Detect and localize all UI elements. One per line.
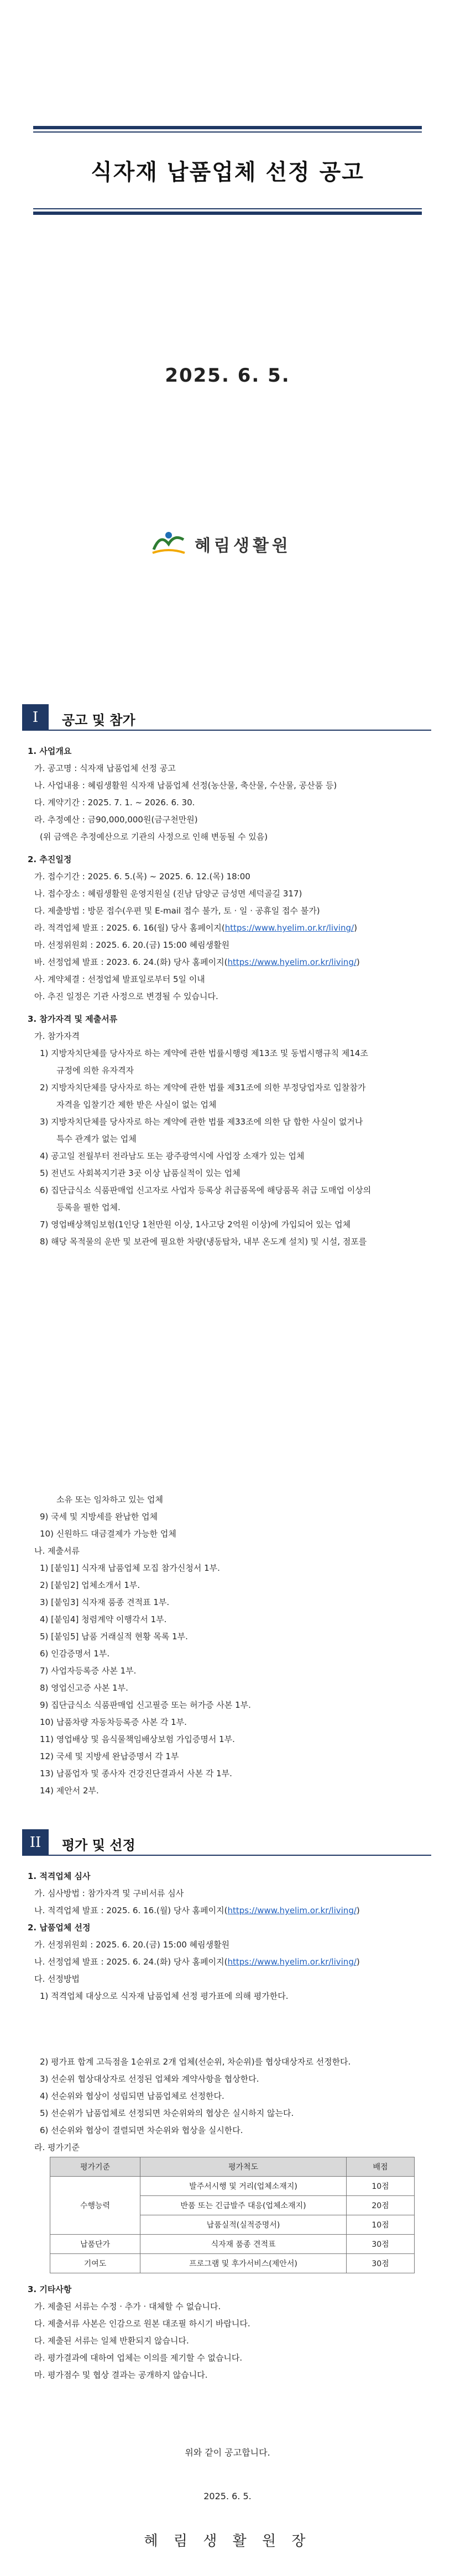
eligibility-item: 규정에 의한 유자격자 [56,1065,134,1075]
table-header-score: 배점 [347,2157,415,2177]
heading-eligibility: 3. 참가자격 및 제출서류 [28,1014,118,1024]
section-1-body-cont [28,1491,431,1799]
review-line: 가. 심사방법 : 참가자격 및 구비서류 심사 [34,1888,184,1898]
section-2-header [22,1829,431,1856]
table-cell-group: 기여도 [50,2254,140,2273]
overview-note: (위 금액은 추정예산으로 기관의 사정으로 인해 변동될 수 있음) [40,832,268,842]
eligibility-item: 5) 전년도 사회복지기관 3곳 이상 납품실적이 있는 업체 [40,1168,240,1178]
schedule-text: 바. 선정업체 발표 : 2023. 6. 24.(화) 당사 홈페이지( [34,957,228,967]
section-1-rule [49,730,431,731]
eligibility-item: 4) 공고일 전월부터 전라남도 또는 광주광역시에 사업장 소재가 있는 업체 [40,1151,305,1161]
document-item: 11) 영업배상 및 음식물책임배상보험 가입증명서 1부. [40,1734,235,1744]
table-cell-group: 수행능력 [50,2177,140,2235]
selection-method-item: 1) 적격업체 대상으로 식자재 납품업체 선정 평가표에 의해 평가한다. [40,1991,289,2001]
eligibility-item: 2) 지방자치단체를 당사자로 하는 계약에 관한 법률 제31조에 의한 부정당업자로 입찰참가 [40,1083,366,1092]
selection-method-item: 4) 선순위와 협상이 성립되면 납품업체로 선정한다. [40,2091,224,2101]
table-cell-group: 납품단가 [50,2235,140,2254]
document-item: 13) 납품업자 및 종사자 건강진단결과서 사본 각 1부. [40,1769,232,1778]
table-cell-scale: 프로그램 및 후가서비스(제안서) [140,2254,347,2273]
heading-project-overview: 1. 사업개요 [28,746,72,756]
table-cell-score: 30점 [347,2254,415,2273]
notice-date: 2025. 6. 5. [165,365,290,387]
logo [149,527,315,561]
homepage-link[interactable]: https://www.hyelim.or.kr/living/ [224,923,354,933]
homepage-link[interactable]: https://www.hyelim.or.kr/living/ [227,1905,357,1915]
selection-method-heading: 다. 선정방법 [34,1974,80,1984]
table-header-row [50,2157,415,2177]
table-cell-score: 30점 [347,2235,415,2254]
table-cell-scale: 발주서시행 및 거리(업체소재지) [140,2177,347,2196]
section-1-header [22,704,431,731]
schedule-text-end: ) [356,957,360,967]
section-1-body [28,743,431,1250]
table-cell-scale: 식자재 품종 견적표 [140,2235,347,2254]
table-cell-scale: 반품 또는 긴급발주 대응(업체소재지) [140,2196,347,2215]
schedule-text: 라. 적격업체 발표 : 2025. 6. 16(월) 당사 홈페이지( [34,923,225,933]
closing-statement: 위와 같이 공고합니다. [185,2447,270,2458]
document-item: 10) 납품차량 자동차등록증 사본 각 1부. [40,1717,187,1727]
documents-subheading: 나. 제출서류 [34,1546,80,1556]
selection-text: 나. 선정업체 발표 : 2025. 6. 24.(화) 당사 홈페이지( [34,1957,228,1967]
selection-line: 가. 선정위원회 : 2025. 6. 20.(금) 15:00 혜림생활원 [34,1940,230,1950]
schedule-line: 마. 선정위원회 : 2025. 6. 20.(금) 15:00 혜림생활원 [34,940,230,950]
schedule-line-announce [28,920,431,937]
table-row [50,2235,415,2254]
selection-method-item: 3) 선순위 협상대상자로 선정된 업체와 계약사항을 협상한다. [40,2074,259,2084]
document-item: 2) [붙임2] 업체소개서 1부. [40,1580,140,1590]
title-top-rule [33,126,422,129]
heading-schedule: 2. 추진일정 [28,854,72,864]
page-title: 식자재 납품업체 선정 공고 [91,160,364,185]
document-item: 8) 영업신고증 사본 1부. [40,1683,128,1693]
review-text-end: ) [356,1905,360,1915]
table-row [50,2254,415,2273]
schedule-line-selection [28,954,431,971]
overview-line: 나. 사업내용 : 혜림생활원 식자재 납품업체 선정(농산물, 축산물, 수산물, 공산품 등) [34,780,337,790]
document-item: 4) [붙임4] 청렴계약 이행각서 1부. [40,1614,167,1624]
schedule-line: 가. 접수기간 : 2025. 6. 5.(목) ~ 2025. 6. 12.(목) 18:00 [34,872,250,881]
section-2-body-methods [28,2054,431,2156]
section-2-title: 평가 및 선정 [62,1838,135,1853]
eligibility-subheading: 가. 참가자격 [34,1031,80,1041]
evaluation-table [50,2157,415,2273]
document-item: 14) 제안서 2부. [40,1786,99,1796]
selection-text-end: ) [356,1957,360,1967]
homepage-link[interactable]: https://www.hyelim.or.kr/living/ [227,957,357,967]
logo-text: 혜림생활원 [195,536,291,556]
table-cell-scale: 납품실적(실적증명서) [140,2215,347,2235]
table-cell-score: 10점 [347,2177,415,2196]
selection-method-item: 5) 선순위가 납품업체로 선정되면 차순위와의 협상은 실시하지 않는다. [40,2108,294,2118]
table-row [50,2177,415,2196]
section-2-body-other [28,2281,431,2384]
eligibility-item: 6) 집단급식소 식품판매업 신고자로 사업자 등록상 취급품목에 해당품목 취급 도매업 이상의 [40,1185,372,1195]
eligibility-item: 7) 영업배상책임보험(1인당 1천만원 이상, 1사고당 2억원 이상)에 가입되어 있는 업체 [40,1220,351,1229]
section-1-title: 공고 및 참가 [62,712,135,728]
other-line: 다. 제출된 서류는 일체 반환되지 않습니다. [34,2336,189,2346]
document-item: 9) 집단급식소 식품판매업 신고필증 또는 허가증 사본 1부. [40,1700,251,1710]
selection-method-item: 6) 선순위와 협상이 결렬되면 차순위와 협상을 실시한다. [40,2125,243,2135]
eligibility-item: 3) 지방자치단체를 당사자로 하는 계약에 관한 법률 제33조에 의한 담 합한 사실이 없거나 [40,1117,363,1127]
heading-other-matters: 3. 기타사항 [28,2284,72,2294]
table-cell-score: 20점 [347,2196,415,2215]
eligibility-item: 등록을 필한 업체. [56,1202,121,1212]
document-item: 12) 국세 및 지방세 완납증명서 각 1부 [40,1751,179,1761]
selection-line-announce [28,1954,431,1971]
review-text: 나. 적격업체 발표 : 2025. 6. 16.(월) 당사 홈페이지( [34,1905,228,1915]
eligibility-item: 자격을 입찰기간 제한 받은 사실이 없는 업체 [56,1100,217,1110]
other-line: 다. 제출서류 사본은 인감으로 원본 대조필 하시기 바랍니다. [34,2319,250,2329]
eligibility-item: 8) 해당 목적물의 운반 및 보관에 필요한 차량(냉동탑차, 내부 온도계 설치) 및 시설, 점포를 [40,1237,367,1247]
document-item: 7) 사업자등록증 사본 1부. [40,1666,137,1676]
closing-date: 2025. 6. 5. [203,2491,252,2501]
review-line-announce [28,1902,431,1919]
document-item: 5) [붙임5] 납품 거래실적 현황 목록 1부. [40,1632,188,1641]
schedule-line: 사. 계약체결 : 선정업체 발표일로부터 5일 이내 [34,974,205,984]
overview-line: 라. 추정예산 : 금90,000,000원(금구천만원) [34,815,198,825]
logo-icon [149,527,188,561]
table-header-scale: 평가척도 [140,2157,347,2177]
eligibility-item: 9) 국세 및 지방세를 완납한 업체 [40,1512,158,1522]
other-line: 가. 제출된 서류는 수정 · 추가 · 대체할 수 없습니다. [34,2301,221,2311]
title-bottom-thin-rule [33,208,422,209]
document-item: 6) 인감증명서 1부. [40,1649,110,1659]
heading-qualification-review: 1. 적격업체 심사 [28,1871,91,1881]
document-item: 1) [붙임1] 식자재 납품업체 모집 참가신청서 1부. [40,1563,220,1573]
section-1-number: I [22,704,49,731]
eligibility-item: 1) 지방자치단체를 당사자로 하는 계약에 관한 법률시행령 제13조 및 동법시행규칙 제14조 [40,1048,368,1058]
signoff: 혜 림 생 활 원 장 [144,2533,311,2549]
schedule-text-end: ) [354,923,357,933]
selection-method-item: 2) 평가표 합계 고득점을 1순위로 2개 업체(선순위, 차순위)를 협상대상자로 선정한다. [40,2057,351,2067]
homepage-link[interactable]: https://www.hyelim.or.kr/living/ [227,1957,357,1967]
table-cell-score: 10점 [347,2215,415,2235]
schedule-line: 나. 접수장소 : 혜림생활원 운영지원실 (진남 담양군 금성면 세덕골길 317) [34,889,302,899]
section-2-number: II [22,1829,49,1856]
schedule-line: 아. 추진 일정은 기관 사정으로 변경될 수 있습니다. [34,991,218,1001]
eligibility-item: 특수 관계가 없는 업체 [56,1134,137,1144]
title-block [33,126,422,215]
title-bottom-rule [33,212,422,215]
heading-supplier-selection: 2. 납품업체 선정 [28,1923,91,1933]
section-2-rule [49,1855,431,1856]
other-line: 마. 평가점수 및 협상 결과는 공개하지 않습니다. [34,2370,208,2380]
eligibility-item: 소유 또는 임차하고 있는 업체 [56,1495,163,1505]
section-2-body [28,1868,431,2005]
other-line: 라. 평가결과에 대하여 업체는 이의를 제기할 수 없습니다. [34,2353,243,2363]
evaluation-criteria-heading: 라. 평가기준 [34,2142,80,2152]
eligibility-item: 10) 신원하드 대금결제가 가능한 업체 [40,1529,176,1539]
schedule-line: 다. 제출방법 : 방문 접수(우편 및 E-mail 접수 불가, 토 · 일 · 공휴일 접수 불가) [34,906,320,916]
overview-line: 가. 공고명 : 식자재 납품업체 선정 공고 [34,763,176,773]
overview-line: 다. 계약기간 : 2025. 7. 1. ~ 2026. 6. 30. [34,798,195,807]
document-item: 3) [붙임3] 식자재 품종 견적표 1부. [40,1597,170,1607]
table-header-criteria: 평가기준 [50,2157,140,2177]
